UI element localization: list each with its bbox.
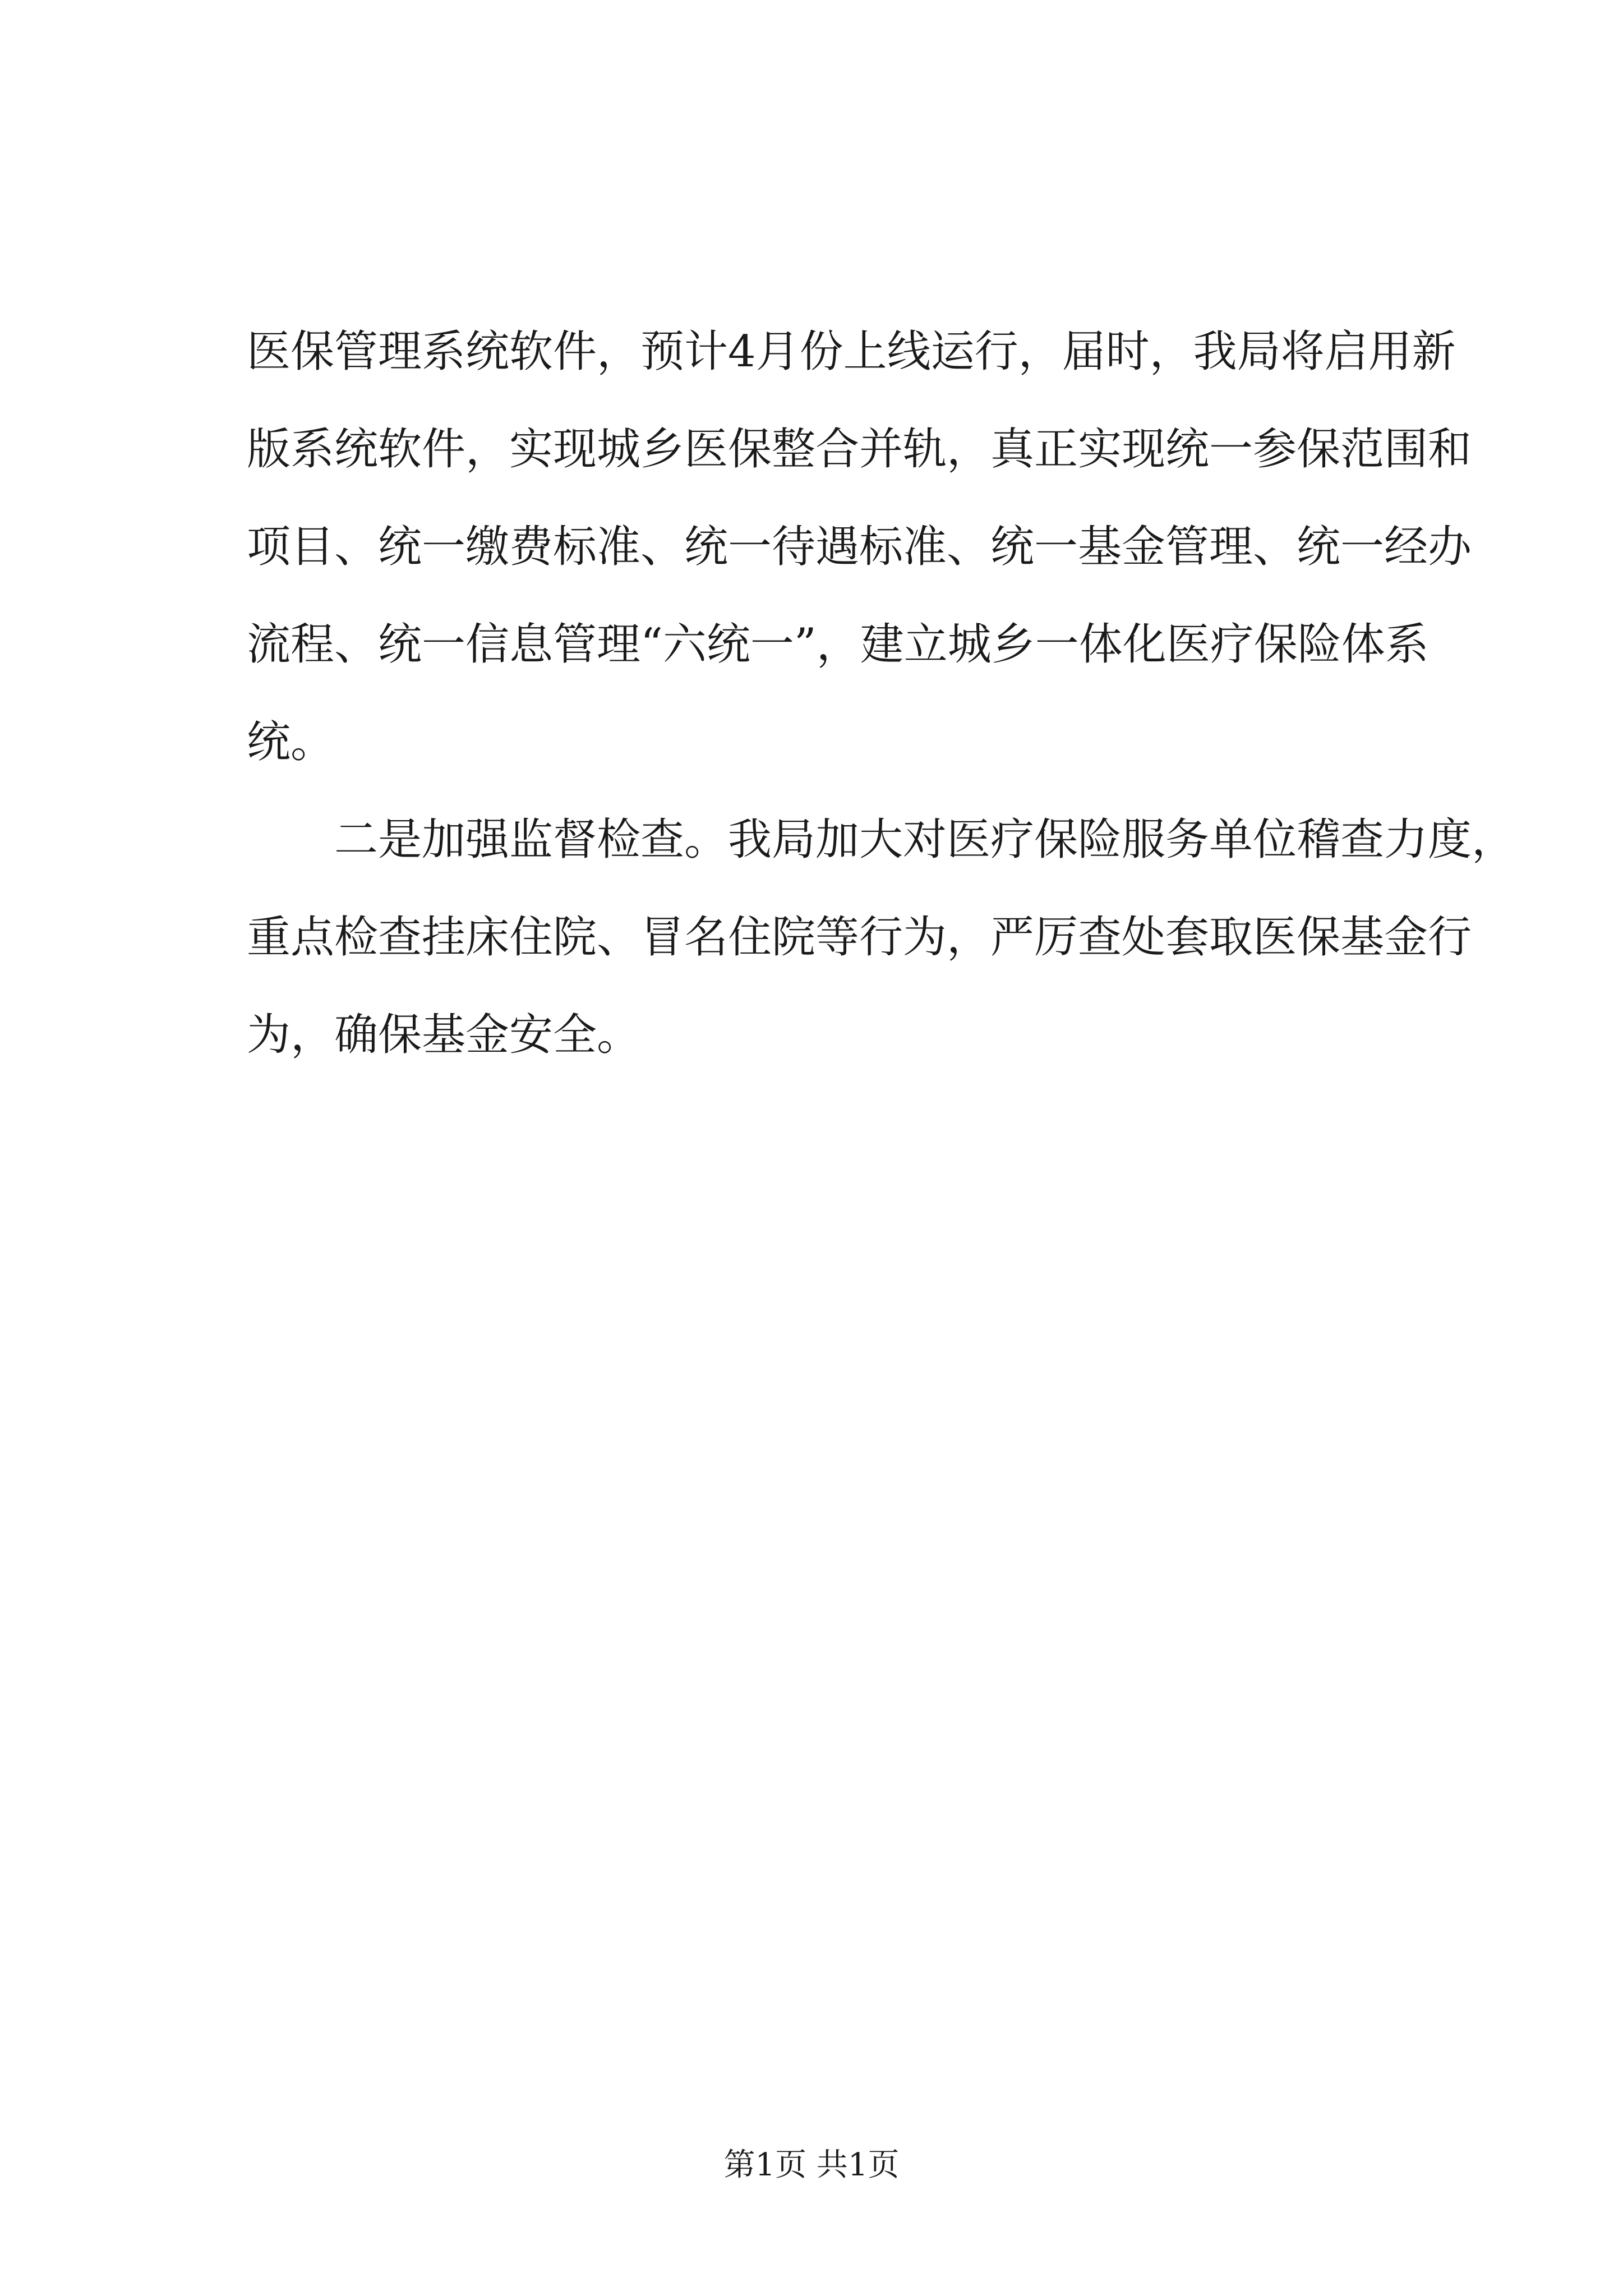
text-line: 医保管理系统软件，预计4月份上线运行，届时，我局将启用新 <box>247 326 1456 377</box>
text-line: 为，确保基金安全。 <box>247 1010 641 1060</box>
document-body <box>247 303 1516 1084</box>
text-line: 流程、统一信息管理“六统一”，建立城乡一体化医疗保险体系 <box>247 619 1429 670</box>
paragraph-1 <box>247 303 1472 791</box>
page-footer <box>0 2143 1623 2188</box>
page-number: 第1页 共1页 <box>723 2147 900 2183</box>
text-line: 版系统软件，实现城乡医保整合并轨，真正实现统一参保范围和 <box>247 424 1472 475</box>
text-line: 项目、统一缴费标准、统一待遇标准、统一基金管理、统一经办 <box>247 522 1472 572</box>
paragraph-2 <box>247 791 1516 1084</box>
text-line: 重点检查挂床住院、冒名住院等行为，严厉查处套取医保基金行 <box>247 912 1472 963</box>
text-line: 二是加强监督检查。我局加大对医疗保险服务单位稽查力度， <box>334 815 1516 865</box>
text-line: 统。 <box>247 717 335 767</box>
